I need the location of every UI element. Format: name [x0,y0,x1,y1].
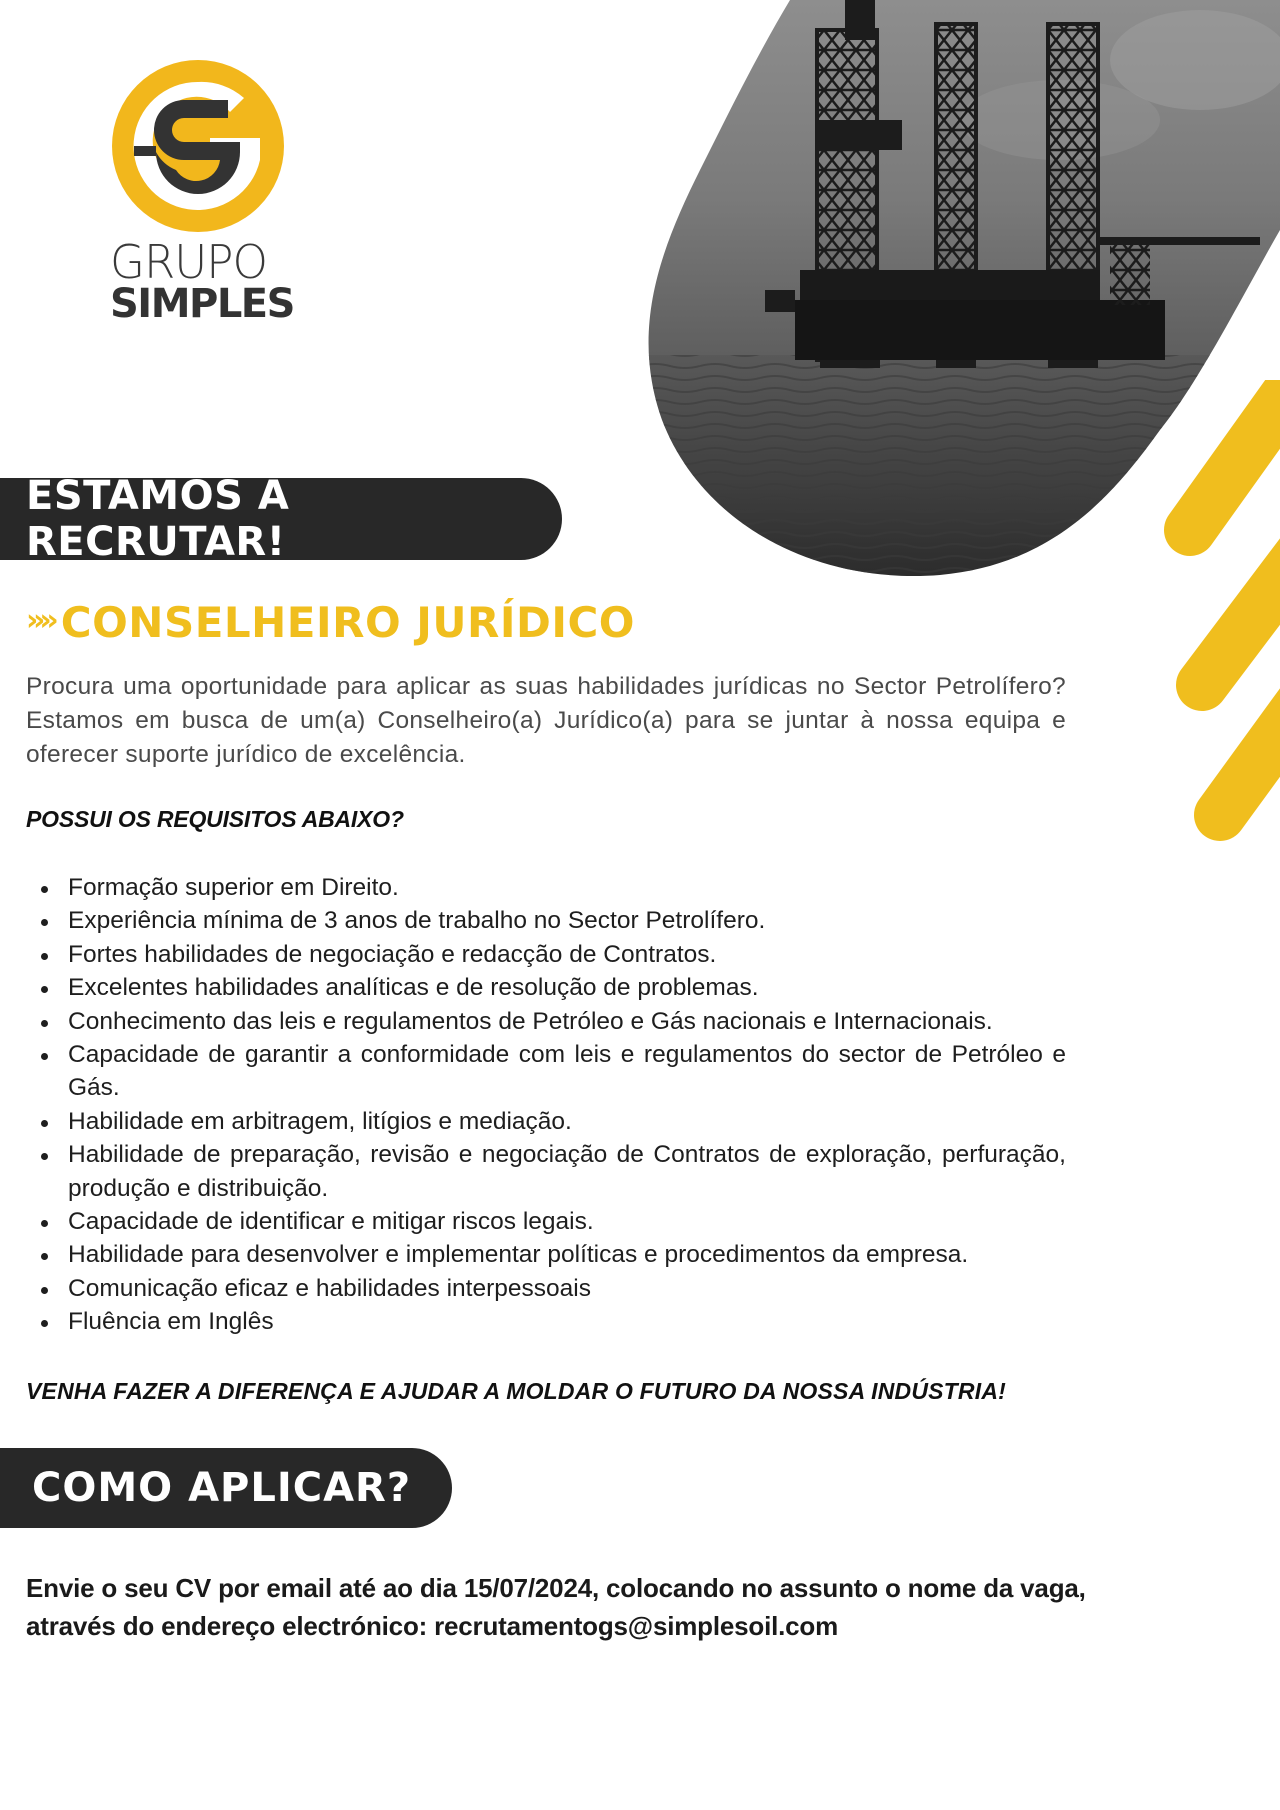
logo-gs-icon [112,60,284,232]
recruiting-banner-label: ESTAMOS A RECRUTAR! [26,473,290,565]
recruiting-banner [0,473,562,565]
list-item: Capacidade de identificar e mitigar riscos legais. [26,1205,1066,1238]
apply-instructions [26,1569,1086,1645]
list-item: Capacidade de garantir a conformidade com leis e regulamentos do sector de Petróleo e Gás. [26,1038,1066,1105]
call-to-action: VENHA FAZER A DIFERENÇA E AJUDAR A MOLDAR O FUTURO DA NOSSA INDÚSTRIA! [26,1378,1006,1404]
list-item: Fluência em Inglês [26,1305,1066,1338]
list-item: Conhecimento das leis e regulamentos de Petróleo e Gás nacionais e Internacionais. [26,1005,1066,1038]
requirements-list [26,871,1066,1339]
apply-instructions-text: Envie o seu CV por email até ao dia 15/07/2024, colocando no assunto o nome da vaga, através do endereço electrónico: [26,1573,1086,1641]
list-item: Habilidade de preparação, revisão e negociação de Contratos de exploração, perfuração, produção e distribuição. [26,1138,1066,1205]
how-to-apply-label: COMO APLICAR? [32,1465,412,1511]
list-item: Formação superior em Direito. [26,871,1066,904]
triple-chevron-icon: »» [26,603,53,638]
job-intro-paragraph: Procura uma oportunidade para aplicar as suas habilidades jurídicas no Sector Petrolífero? Estamos em busca de um(a) Conselheiro(a) Jurídico(a) para se juntar à nossa equipa e oferecer suporte jurídico de excelência. [26,673,1066,768]
list-item: Habilidade para desenvolver e implementar políticas e procedimentos da empresa. [26,1238,1066,1271]
email-link[interactable]: recrutamentogs@simplesoil.com [434,1611,838,1641]
list-item: Fortes habilidades de negociação e redacção de Contratos. [26,938,1066,971]
job-title-text: CONSELHEIRO JURÍDICO [60,598,635,647]
logo-text-simples: SIMPLES [110,281,294,327]
logo-text-grupo: GRUPO [110,235,268,289]
requirements-heading: POSSUI OS REQUISITOS ABAIXO? [26,806,404,832]
list-item: Excelentes habilidades analíticas e de resolução de problemas. [26,971,1066,1004]
list-item: Experiência mínima de 3 anos de trabalho no Sector Petrolífero. [26,904,1066,937]
decorative-yellow-stripes [1100,380,1280,880]
job-title [26,598,635,647]
list-item: Comunicação eficaz e habilidades interpessoais [26,1272,1066,1305]
company-logo [110,60,294,327]
list-item: Habilidade em arbitragem, litígios e mediação. [26,1105,1066,1138]
how-to-apply-banner [0,1448,452,1528]
